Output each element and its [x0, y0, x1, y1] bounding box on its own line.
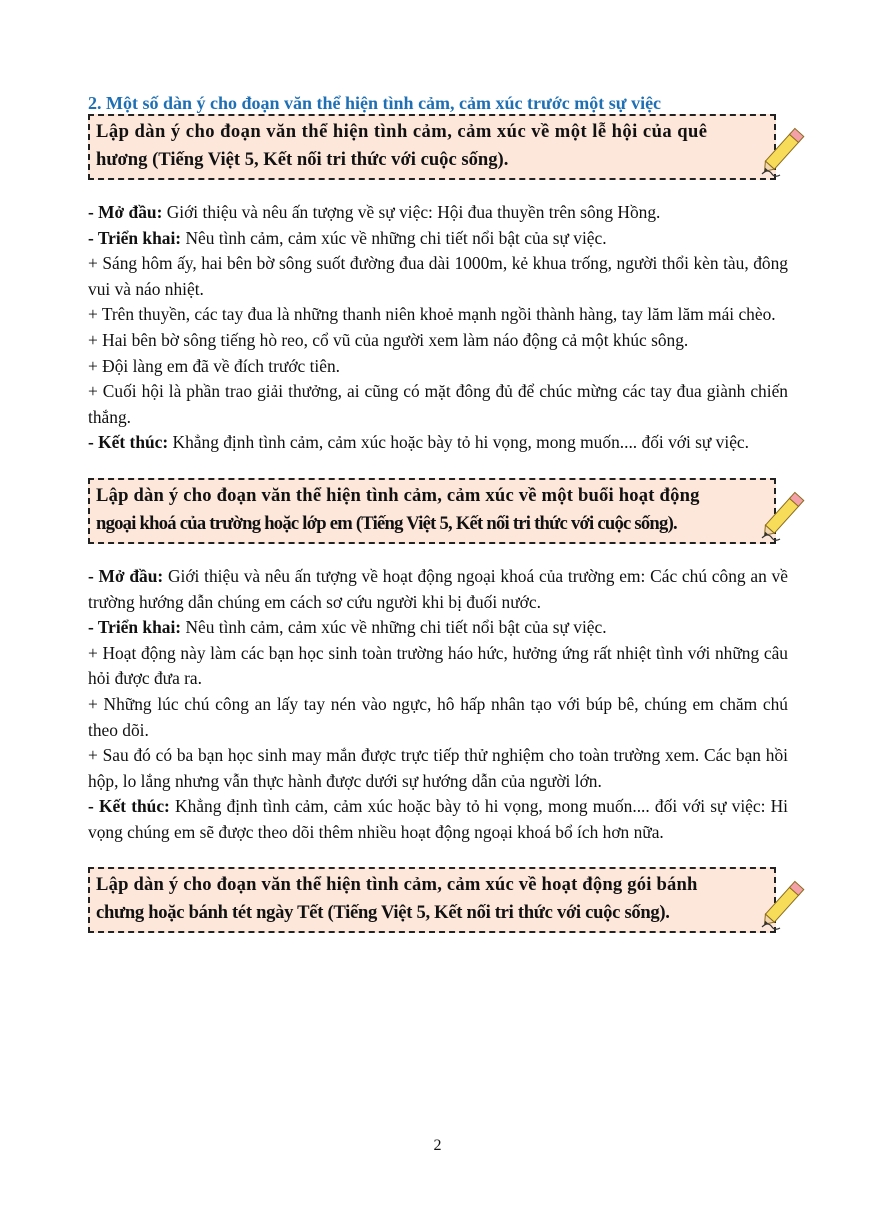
task-box-2 [88, 478, 776, 544]
task-line: chưng hoặc bánh tét ngày Tết (Tiếng Việt 5, Kết nối tri thức với cuộc sống). [96, 902, 670, 924]
outline-2 [88, 564, 788, 846]
outline-line: - Triển khai: Nêu tình cảm, cảm xúc về những chi tiết nổi bật của sự việc. [88, 617, 607, 638]
outline-line: - Mở đầu: Giới thiệu và nêu ấn tượng về hoạt động ngoại khoá của trường em: Các chú công an về trường hướng dẫn chúng em cách sơ cứu người khi bị đuối nước. [88, 565, 788, 612]
section-heading: 2. Một số dàn ý cho đoạn văn thể hiện tình cảm, cảm xúc trước một sự việc [88, 93, 662, 113]
outline-line: - Triển khai: Nêu tình cảm, cảm xúc về những chi tiết nổi bật của sự việc. [88, 227, 607, 248]
task-line: Lập dàn ý cho đoạn văn thể hiện tình cảm, cảm xúc về hoạt động gói bánh [96, 874, 698, 896]
pencil-icon [756, 875, 812, 933]
outline-line: + Sau đó có ba bạn học sinh may mắn được trực tiếp thử nghiệm cho toàn trường xem. Các bạn hồi hộp, lo lắng nhưng vẫn thực hành được dưới sự hướng dẫn của người lớn. [88, 745, 788, 791]
pencil-icon [756, 122, 812, 180]
outline-1 [88, 200, 788, 456]
outline-line: + Đội làng em đã về đích trước tiên. [88, 355, 341, 376]
task-box-1 [88, 114, 776, 180]
outline-line: + Cuối hội là phần trao giải thưởng, ai cũng có mặt đông đủ để chúc mừng các tay đua giành chiến thắng. [88, 381, 788, 427]
outline-line: + Hoạt động này làm các bạn học sinh toàn trường háo hức, hưởng ứng rất nhiệt tình với những câu hỏi được đưa ra. [88, 642, 788, 689]
task-line: Lập dàn ý cho đoạn văn thể hiện tình cảm, cảm xúc về một lễ hội của quê [96, 121, 708, 142]
outline-line: - Mở đầu: Giới thiệu và nêu ấn tượng về sự việc: Hội đua thuyền trên sông Hồng. [88, 202, 661, 222]
page-number: 2 [433, 1137, 442, 1154]
task-line: Lập dàn ý cho đoạn văn thể hiện tình cảm, cảm xúc về một buổi hoạt động [96, 484, 700, 506]
outline-line: + Hai bên bờ sông tiếng hò reo, cổ vũ của người xem làm náo động cả một khúc sông. [88, 329, 689, 350]
outline-line: + Trên thuyền, các tay đua là những thanh niên khoẻ mạnh ngồi thành hàng, tay lăm lăm mái chèo. [88, 304, 776, 325]
outline-line: + Sáng hôm ấy, hai bên bờ sông suốt đường đua dài 1000m, kẻ khua trống, người thổi kèn tàu, đông vui và náo nhiệt. [88, 253, 788, 299]
outline-line: + Những lúc chú công an lấy tay nén vào ngực, hô hấp nhân tạo với búp bê, chúng em chăm chú theo dõi. [88, 693, 788, 740]
task-line: hương (Tiếng Việt 5, Kết nối tri thức với cuộc sống). [96, 149, 509, 170]
pencil-icon [756, 486, 812, 544]
page-content [88, 92, 788, 933]
outline-line: - Kết thúc: Khẳng định tình cảm, cảm xúc hoặc bày tỏ hi vọng, mong muốn.... đối với sự việc: Hi vọng chúng em sẽ được theo dõi thêm nhiều hoạt động ngoại khoá bổ ích hơn nữa. [88, 796, 789, 842]
task-box-3 [88, 867, 776, 933]
task-line: ngoại khoá của trường hoặc lớp em (Tiếng Việt 5, Kết nối tri thức với cuộc sống). [96, 512, 677, 534]
outline-line: - Kết thúc: Khẳng định tình cảm, cảm xúc hoặc bày tỏ hi vọng, mong muốn.... đối với sự việc. [88, 432, 749, 453]
